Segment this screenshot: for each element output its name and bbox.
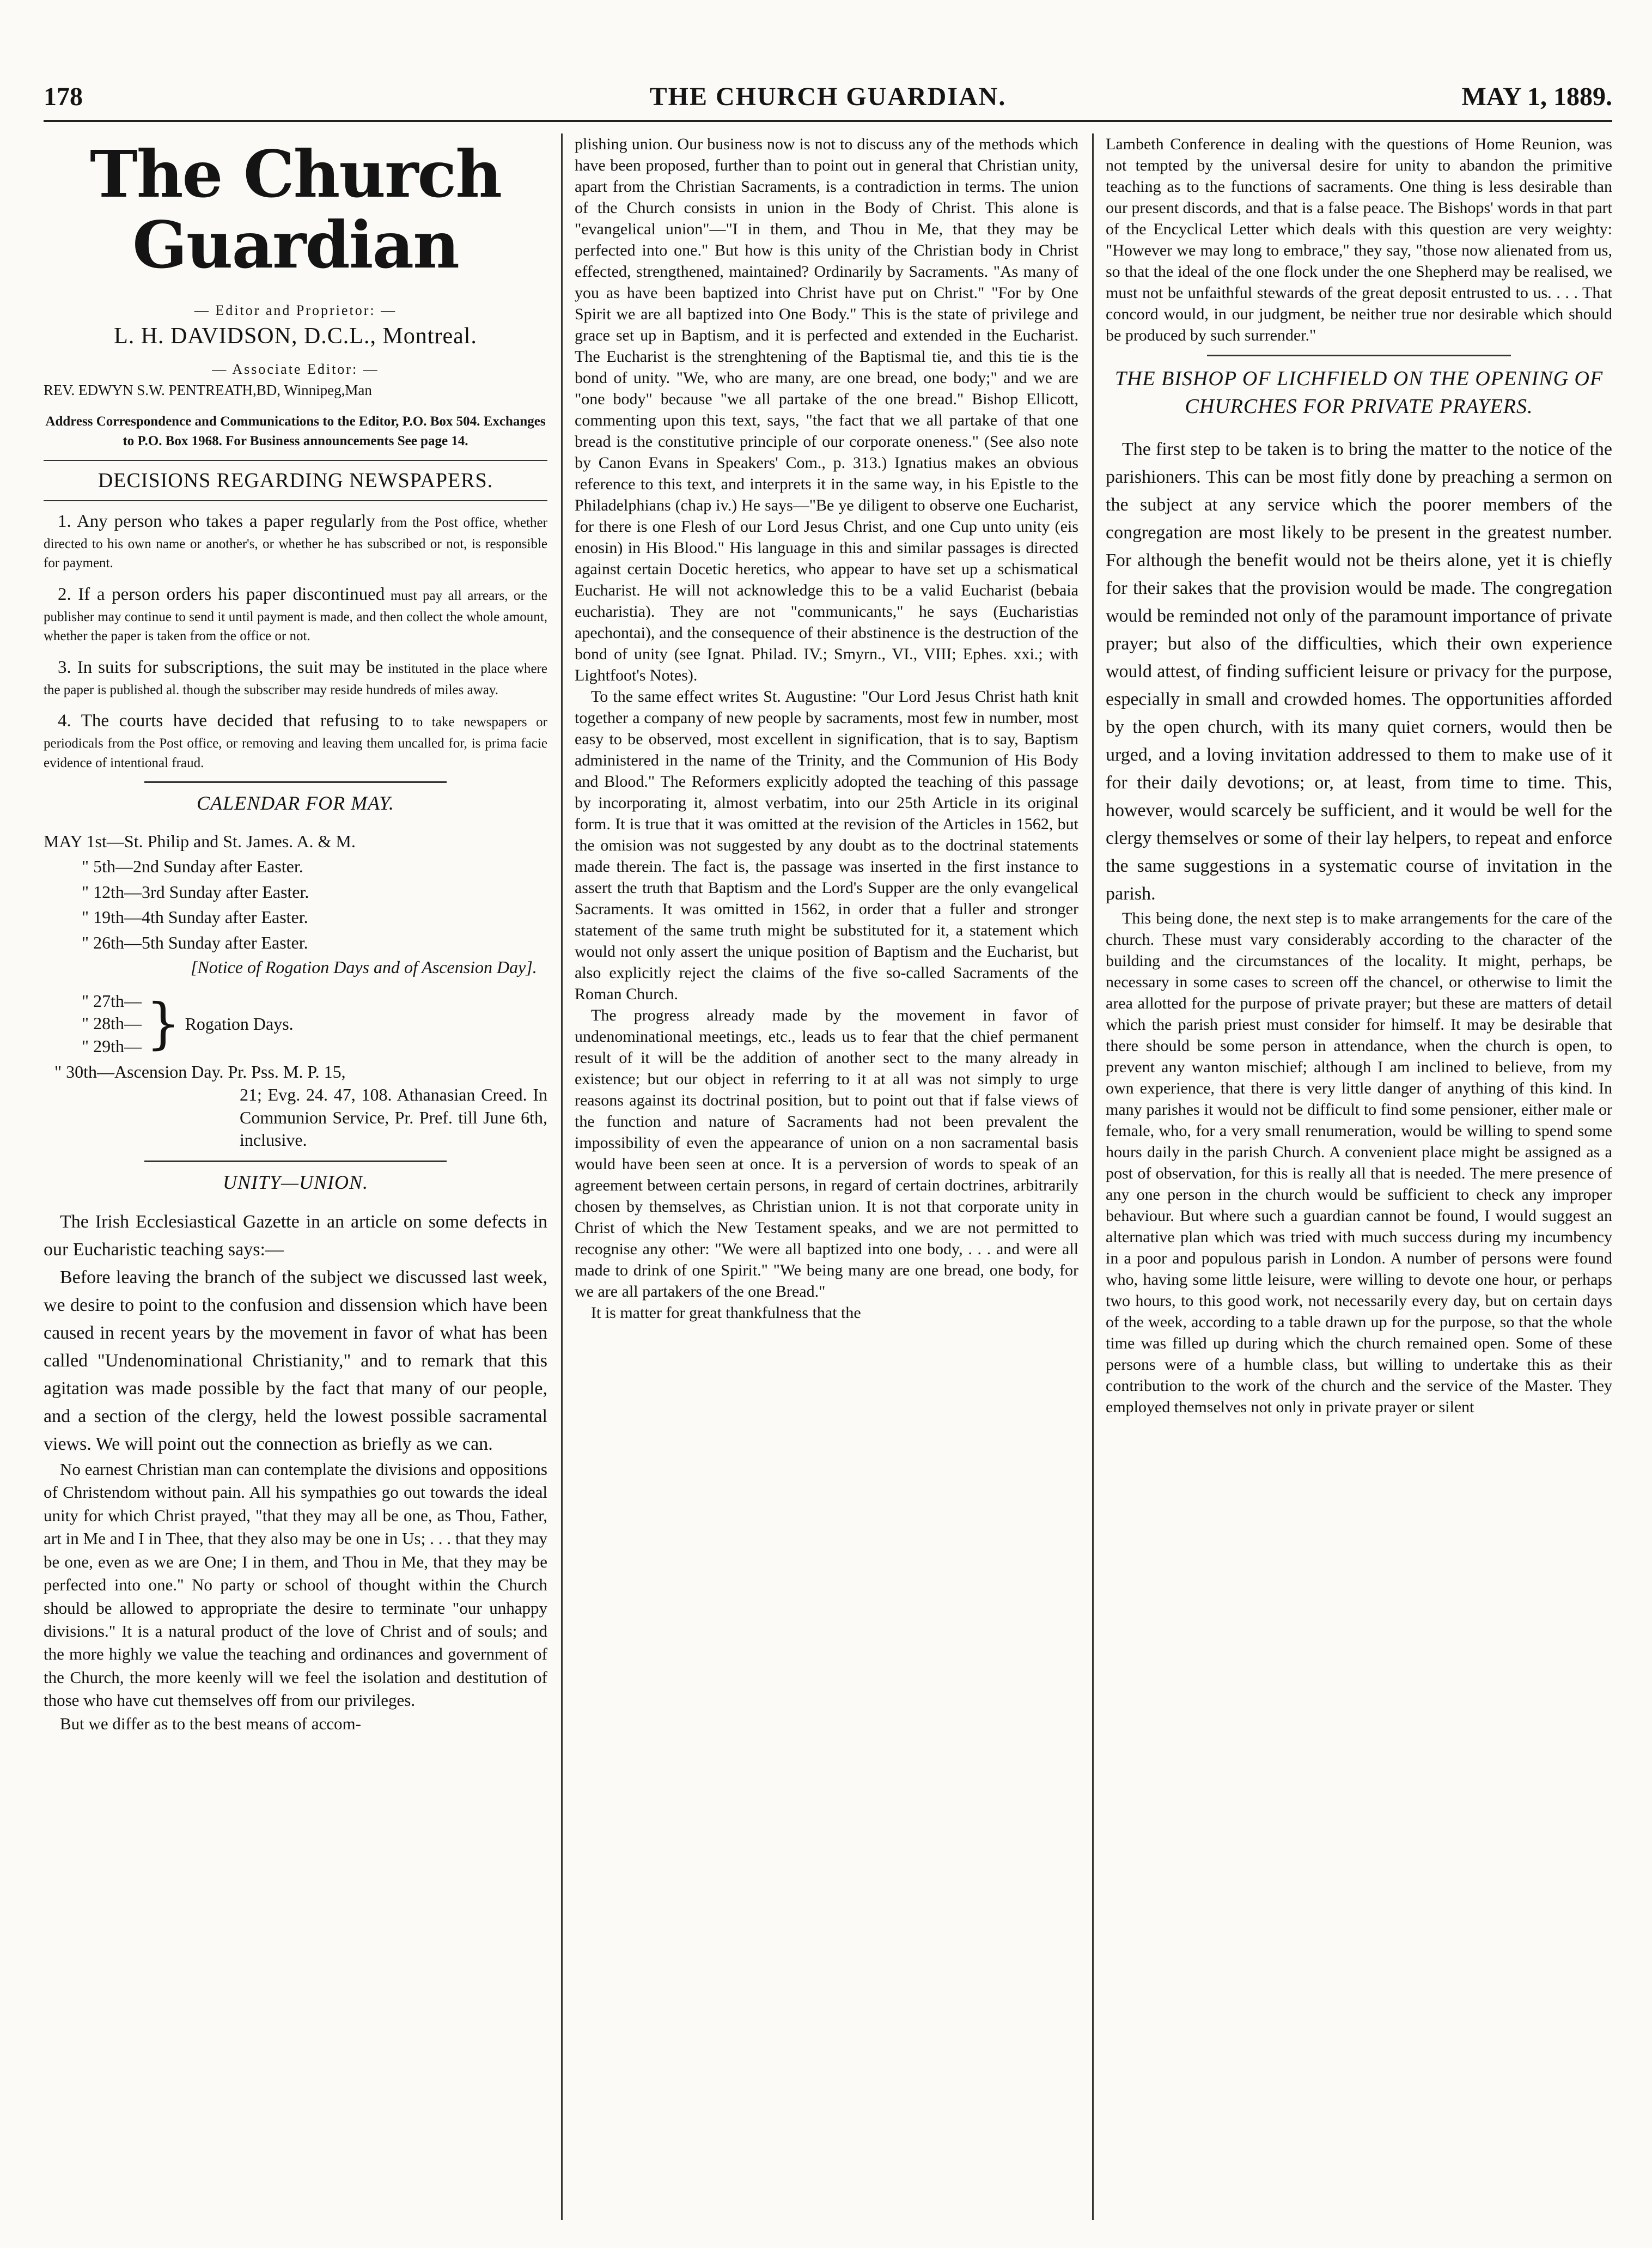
- rogation-day-list: [82, 990, 142, 1058]
- column-1: [44, 133, 547, 2220]
- ascension-line: " 30th—Ascension Day. Pr. Pss. M. P. 15,: [54, 1062, 346, 1082]
- calendar-entry: " 26th—5th Sunday after Easter.: [82, 932, 308, 952]
- calendar-entry: " 5th—2nd Sunday after Easter.: [82, 856, 303, 877]
- article-paragraph: Before leaving the branch of the subject we discussed last week, we desire to point to the confusion and dissension which have been caused in recent years by the movement in favor of what has been called "Undenominational Christianity," and to remark that this agitation was made possible by the fact that many of our people, and a section of the clergy, held the lowest possible sacramental views. We will point out the connection as briefly as we can.: [44, 1267, 547, 1454]
- page-header: [44, 82, 1612, 120]
- masthead-title: The Church Guardian: [89, 136, 502, 283]
- calendar-entry: " 29th—: [82, 1036, 142, 1056]
- article-paragraph: The first step to be taken is to bring the matter to the notice of the parishioners. This can be most fitly done by preaching a sermon on the subject at any service which the poorer members of the congregation are most likely to be present in the greatest number. For although the benefit would not be theirs alone, yet it is chiefly for their sakes that the provision would be made. The congregation would be reminded not only of the paramount importance of private prayer; but also of the difficulties, which their own experience would attest, of finding sufficient leisure or privacy for the purpose, especially in small and crowded homes. The opportunities afforded by the open church, with its many quiet corners, would then be urged, and a loving invitation addressed to them to make use of it for their daily devotions; or, at least, from time to time. This, however, would scarcely be sufficient, and it would be well for the clergy themselves or some of their lay helpers, to repeat and enforce the same suggestions in a systematic course of invitation in the parish.: [1106, 439, 1612, 904]
- page-number: 178: [44, 82, 83, 111]
- paper-name: THE CHURCH GUARDIAN.: [649, 82, 1007, 111]
- rogation-label: Rogation Days.: [185, 1013, 294, 1034]
- ascension-detail: 21; Evg. 24. 47, 108. Athanasian Creed. In Communion Service, Pr. Pref. till June 6th, inclusive.: [240, 1084, 547, 1150]
- article-paragraph: The Irish Ecclesiastical Gazette in an article on some defects in our Eucharistic teaching says:—: [44, 1211, 547, 1260]
- column-rule: [561, 133, 563, 2220]
- lichfield-heading: THE BISHOP OF LICHFIELD ON THE OPENING OF CHURCHES FOR PRIVATE PRAYERS.: [1114, 367, 1604, 418]
- article-paragraph: plishing union. Our business now is not to discuss any of the methods which have been proposed, further than to point out in general that Christian unity, apart from the Christian Sacraments, is a contradiction in terms. The union of the Church consists in union in the Body of Christ. This alone is "evangelical union"—"I in them, and Thou in Me, that they may be perfected into one." But how is this unity of the Christian body in Christ effected, strengthened, maintained? Ordinarily by Sacraments. "As many of you as have been baptized into Christ have put on Christ." "For by One Spirit we are all baptized into One Body." This is the state of privilege and grace set up in Baptism, and it is perfected and extended in the Eucharist. The Eucharist is the strenghtening of the Baptismal tie, and this tie is the bond of unity. "We, who are many, are one bread, one body;" and we are "one body" because "we all partake of the one bread." Bishop Ellicott, commenting upon this text, says, "the fact that we all partake of that one bread is the constitutive principle of our corporate oneness." (See also note by Canon Evans in Speakers' Com., p. 313.) Ignatius makes an obvious reference to this text, and interprets it in the same way, in his Epistle to the Philadelphians (chap iv.) He says—"Be ye diligent to observe one Eucharist, for there is one Flesh of our Lord Jesus Christ, and one Cup unto unity (eis enosin) in His Blood." His language in this and similar passages is directed against certain Docetic heretics, who appear to have set up a schismatical Eucharist. He will not acknowledge this to be a valid Eucharist (bebaia eucharistia). They are not "communicants," he says (Eucharistias apechontai), and the consequence of their abstinence is the destruction of the bond of unity (see Ignat. Philad. IV.; Smyrn., VI., VIII; Ephes. xxi.; with Lightfoot's Notes).: [575, 135, 1078, 684]
- unity-heading: UNITY—UNION.: [222, 1171, 369, 1193]
- decision-item: 3. In suits for subscriptions, the suit may be instituted in the place where the paper is published al. though the subscriber may reside hundreds of miles away.: [44, 657, 547, 697]
- newspaper-page: [44, 22, 1612, 2228]
- brace-icon: }: [145, 991, 181, 1055]
- address-notice: Address Correspondence and Communications to the Editor, P.O. Box 504. Exchanges to P.O. Box 1968. For Business announcements See page 14.: [45, 414, 546, 448]
- header-rule: [44, 120, 1612, 122]
- column-rule: [1092, 133, 1094, 2220]
- article-paragraph: Lambeth Conference in dealing with the questions of Home Reunion, was not tempted by the universal desire for unity to abandon the primitive teaching as to the functions of sacraments. One thing is less desirable than our present discords, and that is a false peace. The Bishops' words in that part of the Encyclical Letter which deals with this question are very weighty: "However we may long to embrace," they say, "those now alienated from us, so that the ideal of the one flock under the one Shepherd may be realised, we must not be unfaithful stewards of the great deposit entrusted to us. . . . That concord would, in our judgment, be neither true nor desirable which should be produced by such surrender.": [1106, 135, 1612, 344]
- column-3: [1106, 133, 1612, 2220]
- associate-editor-label: — Associate Editor: —: [212, 361, 379, 377]
- calendar-entry: " 19th—4th Sunday after Easter.: [82, 907, 308, 927]
- calendar-entry: " 12th—3rd Sunday after Easter.: [82, 882, 309, 902]
- calendar-list: [44, 829, 547, 1152]
- calendar-entry: " 27th—: [82, 991, 142, 1011]
- calendar-heading: CALENDAR FOR MAY.: [197, 792, 394, 815]
- article-paragraph: It is matter for great thankfulness that the: [591, 1304, 861, 1322]
- divider: [44, 500, 547, 501]
- column-2: [575, 133, 1078, 2220]
- divider: [144, 781, 447, 783]
- decision-item: 2. If a person orders his paper discontinued must pay all arrears, or the publisher may continue to send it until payment is made, and then collect the whole amount, whether the paper is taken from the office or not.: [44, 584, 547, 644]
- divider: [144, 1161, 447, 1162]
- decision-item: 1. Any person who takes a paper regularly from the Post office, whether directed to his own name or another's, or whether he has subscribed or not, is responsible for payment.: [44, 512, 547, 571]
- calendar-entry: " 28th—: [82, 1013, 142, 1034]
- divider: [1207, 355, 1511, 356]
- article-paragraph: But we differ as to the best means of accom-: [60, 1714, 361, 1733]
- divider: [44, 460, 547, 461]
- article-paragraph: To the same effect writes St. Augustine: "Our Lord Jesus Christ hath knit together a company of new people by sacraments, most few in number, most easy to be observed, most excellent in signification, that is to say, Baptism administered in the name of the Trinity, and the Communion of His Body and Blood." The Reformers explicitly adopted the teaching of this passage by incorporating it, almost verbatim, into our 25th Article in its original form. It is true that it was omitted at the revision of the Articles in 1562, but the omision was not suggested by any doubt as to the doctrinal statements made therein. The fact is, the passage was inserted in the first instance to assert the truth that Baptism and the Lord's Supper are the only evangelical Sacraments. It was omitted in 1562, in order that a fuller and stronger statement of the same truth might be substituted for it, a statement which would not only assert the unique position of Baptism and the Eucharist, but also explicitly reject the claims of the five so-called Sacraments of the Roman Church.: [575, 688, 1078, 1003]
- article-paragraph: The progress already made by the movement in favor of undenominational meetings, etc., leads us to fear that the chief permanent result of it will be the addition of another sect to the many already in existence; but our object in referring to it at all was not simply to urge reasons against its doctrinal position, but to point out that if false views of the function and nature of Sacraments had not been prevalent the impossibility of even the appearance of union on a non sacramental basis would have been seen at once. It is a perversion of words to speak of an agreement between certain persons, in regard of certain doctrines, arbitrarily chosen by themselves, as Christian union. It is not that corporate unity in Christ of which the New Testament speaks, and we are not permitted to recognise any other: "We were all baptized into one body, . . . and were all made to drink of one Spirit." "We being many are one bread, one body, for we are all partakers of the one Bread.": [575, 1006, 1078, 1301]
- calendar-note: [Notice of Rogation Days and of Ascension Day].: [191, 957, 537, 977]
- decision-item: 4. The courts have decided that refusing to to take newspapers or periodicals from the Post office, or removing and leaving them uncalled for, is prima facie evidence of intentional fraud.: [44, 711, 547, 770]
- associate-editor-name: REV. EDWYN S.W. PENTREATH,BD, Winnipeg,Man: [44, 381, 372, 398]
- ascension-entry: [44, 1061, 547, 1151]
- rogation-days-group: [44, 990, 547, 1058]
- decisions-heading: DECISIONS REGARDING NEWSPAPERS.: [97, 469, 493, 493]
- calendar-entry: MAY 1st—St. Philip and St. James. A. & M.: [44, 831, 356, 852]
- editor-name: L. H. DAVIDSON, D.C.L., Montreal.: [114, 323, 477, 349]
- issue-date: MAY 1, 1889.: [1461, 82, 1612, 111]
- editor-label: — Editor and Proprietor: —: [194, 302, 397, 318]
- article-paragraph: No earnest Christian man can contemplate the divisions and oppositions of Christendom without pain. All his sympathies go out towards the ideal unity for which Christ prayed, "that they may all be one, as Thou, Father, art in Me and I in Thee, that they also may be one in Us; . . . that they may be one, even as we are One; I in them, and Thou in Me, that they may be perfected into one." No party or school of thought within the Church should be allowed to appropriate the desire to terminate "our unhappy divisions." It is a natural product of the love of Christ and of souls; and the more highly we value the teaching and ordinances and government of the Church, the more keenly will we feel the isolation and destitution of those who have cut themselves off from our privileges.: [44, 1459, 547, 1710]
- article-paragraph: This being done, the next step is to make arrangements for the care of the church. These must vary considerably according to the character of the building and the circumstances of the locality. It might, perhaps, be necessary in some cases to screen off the chancel, or otherwise to limit the area allotted for the purpose of private prayer; but these are matters of detail which the parish priest must consider for himself. It may be desirable that there should be some person in attendance, when the church is open, to prevent any wanton mischief; although I am inclined to believe, from my own experience, that there is very little danger of anything of this kind. In many parishes it would not be difficult to find some pensioner, either male or female, who, for a very small renumeration, would be willing to spend some hours daily in the parish Church. A convenient place might be assigned as a post of observation, for this is really all that is needed. The mere presence of any one person in the church would be sufficient to check any improper behaviour. But where such a guardian cannot be found, I would suggest an alternative plan which was tried with much success during my incumbency in a poor and populous parish in London. A number of persons were found who, having some little leisure, were willing to devote one hour, or perhaps two hours, to this good work, not necessarily every day, but on certain days of the week, according to a table drawn up for the purpose, so that the whole time was filled up during which the church remained open. Some of these persons were of a humble class, but willing to undertake this as their contribution to the work of the church and the service of the Master. They employed themselves not only in private prayer or silent: [1106, 909, 1612, 1416]
